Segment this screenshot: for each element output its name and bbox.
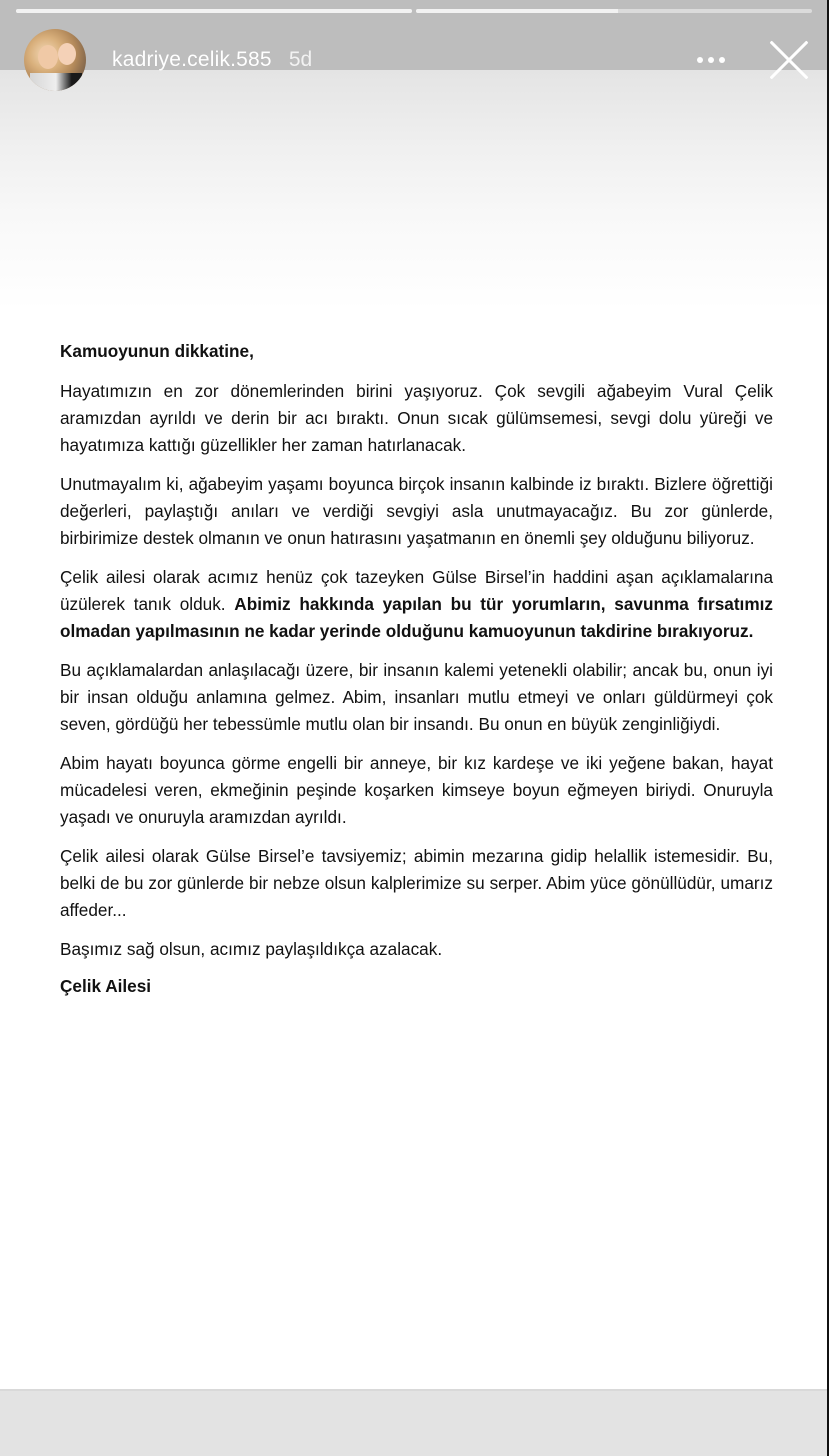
- story-progress: [16, 9, 812, 13]
- more-dot: [719, 57, 725, 63]
- progress-segment-2: [416, 9, 812, 13]
- letter-closing: Başımız sağ olsun, acımız paylaşıldıkça azalacak.: [60, 939, 443, 959]
- header-fade: [0, 70, 829, 310]
- letter-document: [60, 338, 773, 1012]
- story-header: [24, 28, 811, 92]
- more-horizontal-icon[interactable]: [691, 45, 731, 75]
- username-link[interactable]: kadriye.celik.585: [112, 48, 272, 71]
- reply-bar[interactable]: [0, 1389, 829, 1456]
- progress-fill-2: [416, 9, 618, 13]
- letter-signature: Çelik Ailesi: [60, 976, 152, 996]
- progress-fill-1: [16, 9, 412, 13]
- avatar-photo-person-1: [38, 45, 58, 69]
- letter-paragraph-5: Abim hayatı boyunca görme engelli bir anneye, bir kız kardeşe ve iki yeğene bakan, hayat mücadelesi veren, ekmeğinin peşinde koşarken kimseye boyun eğmeyen biriydi. Onuruyla yaşadı ve onuruyla aramızdan ayrıldı.: [60, 753, 773, 827]
- letter-paragraph-3: [60, 564, 773, 645]
- progress-segment-1: [16, 9, 412, 13]
- avatar-photo-clothing: [30, 73, 82, 91]
- letter-paragraph-6: Çelik ailesi olarak Gülse Birsel’e tavsiyemiz; abimin mezarına gidip helallik istemesidir. Bu, belki de bu zor günlerde bir nebze olsun kalplerimize su serper. Abim yüce gönüllüdür, umarız affeder...: [60, 846, 773, 920]
- letter-paragraph-3-bold: Abimiz hakkında yapılan bu tür yorumların, savunma fırsatımız olmadan yapılmasının ne kadar yerinde olduğunu kamuoyunun takdirine bırakıyoruz.: [60, 594, 773, 641]
- letter-paragraph-4: Bu açıklamalardan anlaşılacağı üzere, bir insanın kalemi yetenekli olabilir; ancak bu, onun iyi bir insan olduğu anlamına gelmez. Abim, insanları mutlu etmeyi ve onları güldürmeyi çok seven, gördüğü her tebessümle mutlu olan bir insandı. Bu onun en büyük zenginliğiydi.: [60, 660, 773, 734]
- avatar[interactable]: [24, 29, 86, 91]
- close-icon[interactable]: [767, 38, 811, 82]
- letter-salutation: Kamuoyunun dikkatine,: [60, 341, 254, 361]
- avatar-photo-person-2: [58, 43, 76, 65]
- letter-paragraph-2: Unutmayalım ki, ağabeyim yaşamı boyunca birçok insanın kalbinde iz bıraktı. Bizlere öğrettiği değerleri, paylaştığı anıları ve verdiği sevgiyi asla unutmayacağız. Bu zor günlerde, birbirimize destek olmanın ve onun hatırasını yaşatmanın en önemli şey olduğunu biliyoruz.: [60, 474, 773, 548]
- letter-paragraph-1: Hayatımızın en zor dönemlerinden birini yaşıyoruz. Çok sevgili ağabeyim Vural Çelik aramızdan ayrıldı ve derin bir acı bıraktı. Onun sıcak gülümsemesi, sevgi dolu yüreği ve hayatımıza kattığı güzellikler her zaman hatırlanacak.: [60, 381, 773, 455]
- post-time: 5d: [288, 48, 313, 71]
- more-dot: [697, 57, 703, 63]
- letter-paragraph-3-regular: Çelik ailesi olarak acımız henüz çok tazeyken Gülse Birsel’in haddini aşan açıklamalarına üzülerek tanık olduk.: [60, 567, 773, 614]
- more-dot: [708, 57, 714, 63]
